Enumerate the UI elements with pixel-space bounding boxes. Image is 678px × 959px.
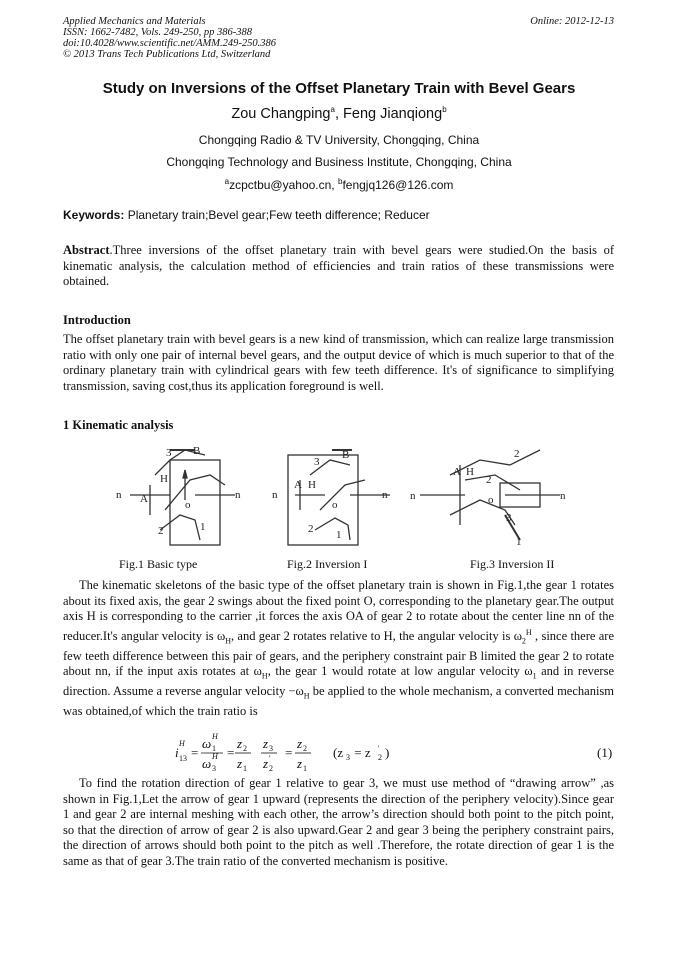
eq-z1b: z [297,756,303,771]
eq-cond-sub: 3 [346,753,350,762]
issn: ISSN: 1662-7482, Vols. 249-250, pp 386-388 [63,27,252,38]
paper-title: Study on Inversions of the Offset Planetary Train with Bevel Gears [102,80,576,97]
email-b-sup: b [337,177,343,186]
author-1-sup: a [330,105,335,114]
eq-z1b-sub: 1 [303,764,307,773]
figure-1-basic-type [110,440,250,550]
author-2: Feng Jianqiong [343,105,443,122]
f2-label-1: 1 [336,529,342,541]
section-1-paragraph-2 [63,776,614,869]
abstract [63,243,614,290]
eq-z2-sub: 2 [243,744,247,753]
keywords-text: Planetary train;Bevel gear;Few teeth difference; Reducer [124,208,430,222]
eq-z2b-sub: 2 [303,744,307,753]
f2-label-B: B [342,449,350,461]
eq-w3: ω [202,756,212,771]
f2-label-n-left: n [272,489,278,501]
caption-fig2: Fig.2 Inversion I [287,557,368,571]
p1-j: and in reverse direction. Assume a reverse angular velocity −ω [63,664,615,699]
journal-name: Applied Mechanics and Materials [63,16,206,27]
p1-c: , and gear 2 rotates relative to H, the angular velocity is ω [231,628,522,643]
f1-label-o: o [185,499,191,511]
eq-w1-sup: H [212,732,218,741]
p1-b: H [225,636,231,646]
affiliation-2: Chongqing Technology and Business Institute, Chongqing, China [166,155,512,169]
keywords [63,208,430,222]
p1-g: H [261,671,268,681]
eq-cond-prime: ' [378,744,380,753]
doi: doi:10.4028/www.scientific.net/AMM.249-250.386 [63,38,276,49]
f3-label-n-left: n [410,490,416,502]
figure-2-inversion-1 [270,440,400,550]
f1-label-1: 1 [200,521,206,533]
eq-eq2: = [227,745,235,760]
f1-label-A: A [140,493,148,505]
eq-cond-sub2: 2 [378,753,382,762]
f1-label-2: 2 [158,525,164,537]
eq-z2p: z [263,756,269,771]
eq-w3-sub: 3 [212,764,216,773]
f3-label-1: 1 [516,536,522,548]
eq-w3-sup: H [212,752,218,761]
section-1-paragraph-1 [63,578,614,720]
p1-l: be applied to the whole mechanism, a converted mechanism was obtained,of which the train ratio is [63,684,614,719]
p1-a: The kinematic skeletons of the basic type of the offset planetary train is shown in Fig.1,the gear 1 rotates about its fixed axis, the gear 2 swings about the fixed point O, corresponding to the planetary gear.The output axis H is corresponding to the carrier ,it forces the axis OA of gear 2 to rotate about the center line nn of the reducer.It's angular velocity is ω [63,578,614,643]
p2-text: To find the rotation direction of gear 1 relative to gear 3, we must use method of “drawing arrow” ,as shown in Fig.1,Let the arrow of gear 1 upward (represents the direction of the periphery velocity).Since gear 1 and gear 2 are internal meshing with each other, the arrow’s direction should both point to the pitch point, so that the direction of arrow of gear 2 is also upward.Gear 2 and gear 3 being the periphery constraint pairs, the direction of arrows should both point to the pitch as well .Therefore, the rotate direction of gear 1 is the same as that of gear 3.The train ratio of the converted mechanism is positive. [63,776,614,868]
f3-label-2-top: 2 [514,448,520,460]
eq-z2: z [237,736,243,751]
eq-z1-sub: 1 [243,764,247,773]
eq-number: (1) [597,745,613,760]
f3-label-H: H [466,466,474,478]
f1-label-B: B [193,445,201,457]
f2-label-H: H [308,479,316,491]
eq-w1: ω [202,736,212,751]
p1-i: 1 [532,671,537,681]
f2-label-A: A [294,479,302,491]
f1-label-H: H [160,473,168,485]
abstract-text: .Three inversions of the offset planetary train with bevel gears were studied.On the basis of kinematic analysis, the calculation method of efficiencies and train ratios of these transmissions were obtained. [63,243,614,288]
email-b: fengjq126@126.com [342,178,454,192]
figure-3-inversion-2 [410,445,580,550]
emails [0,177,678,192]
eq-z1: z [237,756,243,771]
p1-h: , the gear 1 would rotate at low angular velocity ω [267,664,533,679]
eq-cond-b: = z [351,745,371,760]
intro-heading: Introduction [63,313,131,327]
copyright: © 2013 Trans Tech Publications Ltd, Switzerland [63,49,271,60]
f3-label-A: A [453,466,461,478]
keywords-label: Keywords: [63,208,125,222]
journal-header [63,16,276,60]
eq-cond-a: (z [333,745,344,760]
author-1: Zou Changping [231,105,331,122]
author-sep: , [334,105,344,122]
eq-i-sub: 13 [179,754,187,763]
f2-label-2: 2 [308,523,314,535]
f3-label-3: 3 [506,512,512,524]
online-date: Online: 2012-12-13 [530,16,614,27]
f2-label-o: o [332,499,338,511]
caption-fig1: Fig.1 Basic type [119,557,198,571]
f3-label-2: 2 [486,474,492,486]
f3-label-o: o [488,494,494,506]
author-2-sup: b [442,105,447,114]
eq-i-sup: H [179,739,185,748]
email-a: zcpctbu@yahoo.cn, [229,178,338,192]
eq-z2b: z [297,736,303,751]
f2-label-3: 3 [314,456,320,468]
f1-label-n-left: n [116,489,122,501]
caption-fig3: Fig.3 Inversion II [470,557,555,571]
p1-d: 2 [521,636,526,646]
intro-paragraph: The offset planetary train with bevel gears is a new kind of transmission, which can realize large transmission ratio with only one pair of internal bevel gears, and the output device of which is much superior to that of the ordinary planetary train with cylindrical gears with few teeth difference. It's of significance to simplifying transmission, saving cost,thus its application foreground is well. [63,332,614,393]
eq-i: i [175,745,179,760]
equation-1 [165,730,615,776]
intro-text [63,332,614,394]
email-a-sup: a [224,177,230,186]
eq-z3-sub: 3 [269,744,273,753]
eq-w1-sub: 1 [212,744,216,753]
affiliation-1: Chongqing Radio & TV University, Chongqing, China [198,133,480,147]
eq-cond-c: ) [385,745,390,760]
p1-e: H [525,627,532,637]
eq-z3: z [263,736,269,751]
p1-f: , since there are few teeth difference between this pair of gears, and the periphery constraint pair B limited the gear 2 to rotate about nn, if the input axis rotates at ω [63,628,614,679]
f3-label-n-right: n [560,490,566,502]
f1-label-3: 3 [166,447,172,459]
f1-label-n-right: n [235,489,241,501]
p1-k: H [303,691,310,701]
eq-eq1: = [191,745,199,760]
eq-eq3: = [285,745,293,760]
section-1-heading: 1 Kinematic analysis [63,418,174,432]
f2-label-n-right: n [382,489,388,501]
eq-z2p-sub: 2 [269,764,273,773]
abstract-label: Abstract [63,243,110,257]
eq-z2p-prime: ' [269,754,271,763]
authors [0,105,678,122]
